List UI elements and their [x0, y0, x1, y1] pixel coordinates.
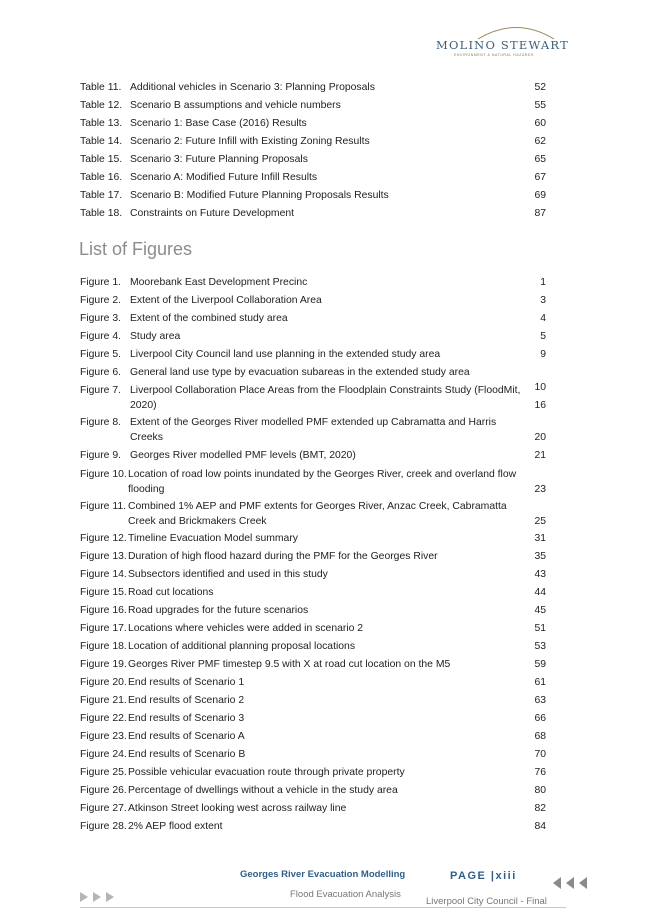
figure-page-number: 23 — [534, 484, 546, 495]
figure-title: End results of Scenario A — [128, 731, 245, 742]
figure-title: End results of Scenario 3 — [128, 713, 245, 724]
figure-label: Figure 13. — [80, 551, 127, 562]
figure-page-number: 43 — [534, 569, 546, 580]
figure-page-number: 70 — [534, 749, 546, 760]
figure-page-number: 25 — [534, 516, 546, 527]
figure-entry — [80, 819, 546, 834]
figure-page-number: 45 — [534, 605, 546, 616]
figure-label: Figure 26. — [80, 785, 127, 796]
figure-page-number: 4 — [540, 313, 546, 324]
figure-page-number: 1 — [540, 277, 546, 288]
figure-label: Figure 9. — [80, 450, 122, 461]
figure-page-number: 31 — [534, 533, 546, 544]
figure-page-number: 80 — [534, 785, 546, 796]
figure-title: Subsectors identified and used in this study — [128, 569, 328, 580]
table-entry — [80, 134, 546, 149]
figure-page-number: 53 — [534, 641, 546, 652]
figure-title: Timeline Evacuation Model summary — [128, 533, 298, 544]
figure-entry — [80, 275, 546, 290]
table-label: Table 18. — [80, 208, 123, 219]
figure-title: Extent of the Georges River modelled PMF extended up Cabramatta and Harris Creeks — [130, 417, 497, 443]
molino-stewart-logo — [432, 24, 582, 64]
table-page-number: 67 — [534, 172, 546, 183]
figure-entry — [80, 467, 546, 497]
table-label: Table 16. — [80, 172, 123, 183]
figure-label: Figure 8. — [80, 417, 122, 428]
figure-title: Atkinson Street looking west across railway line — [128, 803, 347, 814]
figure-page-number: 59 — [534, 659, 546, 670]
table-page-number: 55 — [534, 100, 546, 111]
figure-entry — [80, 311, 546, 326]
figure-page-number: 9 — [540, 349, 546, 360]
figure-title: Extent of the combined study area — [130, 313, 288, 324]
figure-page-number: 21 — [534, 450, 546, 461]
figure-page-number: 44 — [534, 587, 546, 598]
footer-subtitle: Flood Evacuation Analysis — [290, 889, 401, 900]
figure-page-number: 16 — [534, 400, 546, 411]
figure-title: Road upgrades for the future scenarios — [128, 605, 309, 616]
logo-name: MOLINO STEWART — [436, 38, 569, 52]
table-page-number: 65 — [534, 154, 546, 165]
figure-label: Figure 12. — [80, 533, 127, 544]
figure-title: Possible vehicular evacuation route through private property — [128, 767, 405, 778]
figure-label: Figure 27. — [80, 803, 127, 814]
figure-entry — [80, 621, 546, 636]
figure-label: Figure 23. — [80, 731, 127, 742]
figure-entry — [80, 549, 546, 564]
figure-page-number: 66 — [534, 713, 546, 724]
figure-page-number: 82 — [534, 803, 546, 814]
table-title: Scenario A: Modified Future Infill Results — [130, 172, 318, 183]
figure-label: Figure 5. — [80, 349, 122, 360]
figure-label: Figure 7. — [80, 385, 122, 396]
figure-page-number: 84 — [534, 821, 546, 832]
figure-page-number: 76 — [534, 767, 546, 778]
figure-title: Georges River PMF timestep 9.5 with X at road cut location on the M5 — [128, 659, 451, 670]
figure-title: End results of Scenario 2 — [128, 695, 245, 706]
table-page-number: 52 — [534, 82, 546, 93]
figure-title: Percentage of dwellings without a vehicle in the study area — [128, 785, 398, 796]
figure-title: Study area — [130, 331, 181, 342]
figure-label: Figure 28. — [80, 821, 127, 832]
figure-entry — [80, 711, 546, 726]
table-label: Table 14. — [80, 136, 123, 147]
table-label: Table 15. — [80, 154, 123, 165]
figure-label: Figure 15. — [80, 587, 127, 598]
figure-entry — [80, 639, 546, 654]
figure-entry — [80, 531, 546, 546]
list-of-figures-heading: List of Figures — [79, 239, 193, 259]
figure-title: Liverpool Collaboration Place Areas from the Floodplain Constraints Study (FloodMit, 2020) — [130, 385, 521, 411]
figure-label: Figure 11. — [80, 501, 127, 512]
figure-title: Liverpool City Council land use planning in the extended study area — [130, 349, 441, 360]
figure-page-number: 3 — [540, 295, 546, 306]
figure-label: Figure 24. — [80, 749, 127, 760]
figure-entry — [80, 693, 546, 708]
figure-title: Locations where vehicles were added in scenario 2 — [128, 623, 364, 634]
figure-label: Figure 25. — [80, 767, 127, 778]
figure-label: Figure 17. — [80, 623, 127, 634]
logo-tagline: ENVIRONMENT & NATURAL HAZARDS — [454, 53, 534, 57]
figure-title: Location of additional planning proposal locations — [128, 641, 356, 652]
table-entry — [80, 188, 546, 203]
table-title: Constraints on Future Development — [130, 208, 295, 219]
figure-title: Moorebank East Development Precinc — [130, 277, 308, 288]
figure-entry — [80, 801, 546, 816]
figure-label: Figure 2. — [80, 295, 122, 306]
figure-title: 2% AEP flood extent — [128, 821, 223, 832]
figure-page-number: 35 — [534, 551, 546, 562]
table-page-number: 60 — [534, 118, 546, 129]
figure-title: Extent of the Liverpool Collaboration Area — [130, 295, 322, 306]
figure-label: Figure 22. — [80, 713, 127, 724]
table-title: Scenario B assumptions and vehicle numbers — [130, 100, 341, 111]
footer-client: Liverpool City Council - Final — [426, 896, 547, 907]
table-entry — [80, 170, 546, 185]
figure-entry — [80, 293, 546, 308]
figure-entry — [80, 765, 546, 780]
figure-page-number: 5 — [540, 331, 546, 342]
figure-title: Duration of high flood hazard during the PMF for the Georges River — [128, 551, 438, 562]
figure-page-number: 51 — [534, 623, 546, 634]
figure-entry — [80, 329, 546, 344]
footer-report-title: Georges River Evacuation Modelling — [240, 869, 406, 880]
figure-entry — [80, 675, 546, 690]
table-title: Scenario B: Modified Future Planning Proposals Results — [130, 190, 389, 201]
figure-page-number: 10 — [534, 382, 546, 393]
figure-title: Road cut locations — [128, 587, 214, 598]
figure-label: Figure 6. — [80, 367, 122, 378]
figure-label: Figure 14. — [80, 569, 127, 580]
table-entry — [80, 152, 546, 167]
figure-label: Figure 21. — [80, 695, 127, 706]
table-entry — [80, 98, 546, 113]
table-page-number: 87 — [534, 208, 546, 219]
table-entry — [80, 80, 546, 95]
figure-entry — [80, 747, 546, 762]
figure-label: Figure 3. — [80, 313, 122, 324]
table-title: Additional vehicles in Scenario 3: Planning Proposals — [130, 82, 375, 93]
forward-arrows-icon — [80, 891, 120, 903]
figure-entry — [80, 383, 546, 413]
table-page-number: 69 — [534, 190, 546, 201]
table-entry — [80, 116, 546, 131]
figure-page-number: 20 — [534, 432, 546, 443]
figure-entry — [80, 448, 546, 463]
figure-title: End results of Scenario B — [128, 749, 246, 760]
table-entry — [80, 206, 546, 221]
footer-divider — [80, 907, 566, 908]
figure-label: Figure 16. — [80, 605, 127, 616]
table-title: Scenario 2: Future Infill with Existing Zoning Results — [130, 136, 370, 147]
table-label: Table 17. — [80, 190, 123, 201]
figure-page-number: 68 — [534, 731, 546, 742]
figure-entry — [80, 729, 546, 744]
figure-entry — [80, 585, 546, 600]
figure-title: Combined 1% AEP and PMF extents for Georges River, Anzac Creek, Cabramatta Creek and Brickmakers Creek — [128, 501, 507, 527]
figure-label: Figure 4. — [80, 331, 122, 342]
table-label: Table 11. — [80, 82, 122, 93]
figure-entry — [80, 783, 546, 798]
figure-entry — [80, 657, 546, 672]
table-title: Scenario 1: Base Case (2016) Results — [130, 118, 307, 129]
figure-entry — [80, 603, 546, 618]
figure-entry — [80, 415, 546, 445]
footer-page-number: PAGE |xiii — [450, 870, 517, 882]
figure-label: Figure 1. — [80, 277, 122, 288]
figure-label: Figure 20. — [80, 677, 127, 688]
figure-title: General land use type by evacuation subareas in the extended study area — [130, 367, 470, 378]
figure-entry — [80, 347, 546, 362]
table-label: Table 12. — [80, 100, 123, 111]
figure-label: Figure 19. — [80, 659, 127, 670]
figure-label: Figure 10. — [80, 469, 127, 480]
figure-page-number: 63 — [534, 695, 546, 706]
figure-title: End results of Scenario 1 — [128, 677, 245, 688]
back-arrows-icon — [552, 876, 592, 890]
figure-title: Georges River modelled PMF levels (BMT, 2020) — [130, 450, 356, 461]
figure-entry — [80, 567, 546, 582]
table-label: Table 13. — [80, 118, 123, 129]
table-page-number: 62 — [534, 136, 546, 147]
figure-title: Location of road low points inundated by the Georges River, creek and overland flow flooding — [128, 469, 517, 495]
figure-label: Figure 18. — [80, 641, 127, 652]
figure-page-number: 61 — [534, 677, 546, 688]
table-title: Scenario 3: Future Planning Proposals — [130, 154, 308, 165]
figure-entry — [80, 499, 546, 529]
